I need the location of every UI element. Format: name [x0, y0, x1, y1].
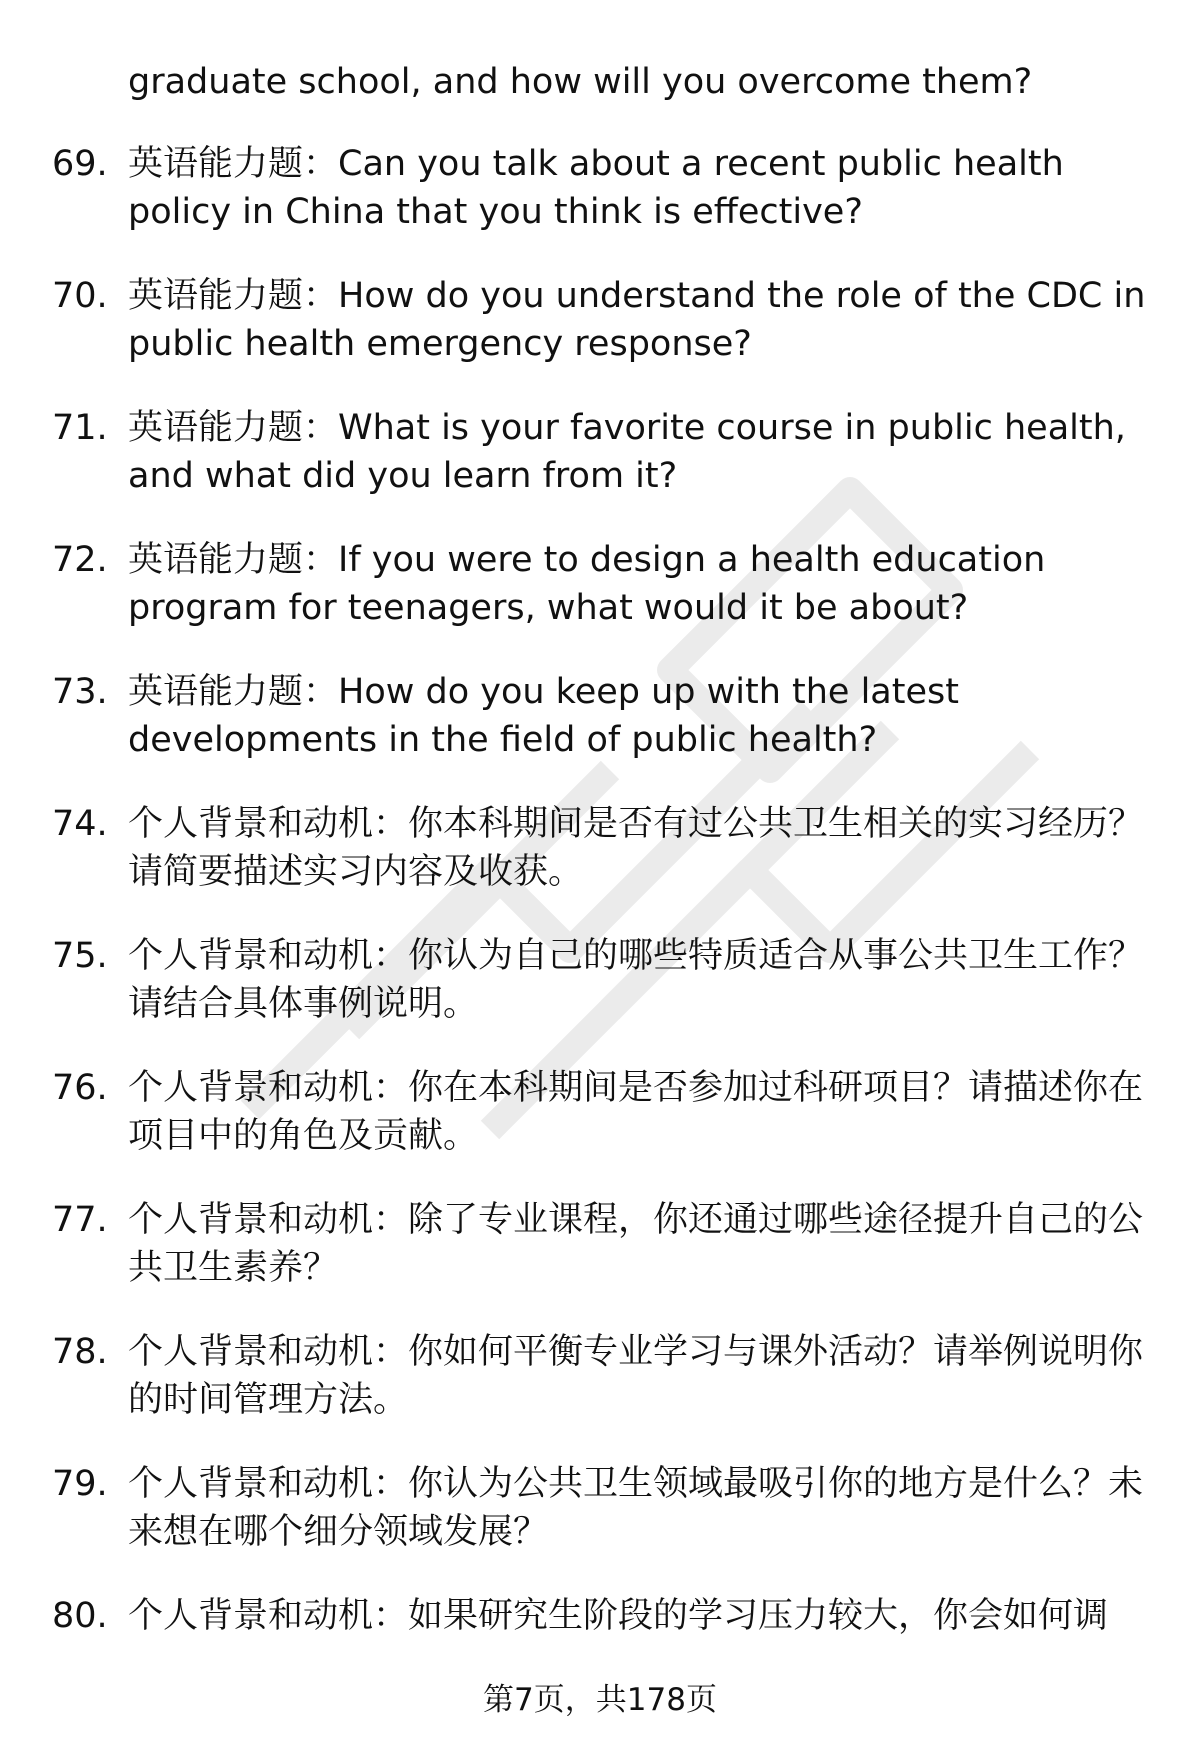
item-number: 77. [52, 1200, 108, 1240]
item-text: 英语能力题：If you were to design a health education program for teenagers, what would it be about? [128, 540, 1046, 628]
item-text: 个人背景和动机：除了专业课程，你还通过哪些途径提升自己的公共卫生素养？ [128, 1200, 1144, 1288]
item-text: 个人背景和动机：你认为自己的哪些特质适合从事公共卫生工作？请结合具体事例说明。 [128, 936, 1144, 1024]
list-item [0, 536, 1200, 668]
list-item [0, 668, 1200, 800]
list-item [0, 800, 1200, 932]
item-text: 英语能力题：How do you understand the role of the CDC in public health emergency response? [128, 276, 1146, 364]
list-item [0, 1196, 1200, 1328]
item-number: 71. [52, 408, 108, 448]
item-text: 个人背景和动机：你本科期间是否有过公共卫生相关的实习经历？请简要描述实习内容及收获。 [128, 804, 1144, 892]
item-number: 74. [52, 804, 108, 844]
item-number: 69. [52, 144, 108, 184]
page-footer: 第7页，共178页 [483, 1682, 717, 1718]
item-number: 73. [52, 672, 108, 712]
list-item [0, 1064, 1200, 1196]
item-text: 个人背景和动机：如果研究生阶段的学习压力较大，你会如何调 [128, 1596, 1109, 1636]
list-item [0, 140, 1200, 272]
item-number: 79. [52, 1464, 108, 1504]
continuation-text: graduate school, and how will you overcome them? [128, 62, 1033, 102]
list-item [0, 404, 1200, 536]
item-number: 72. [52, 540, 108, 580]
item-text: 英语能力题：Can you talk about a recent public health policy in China that you think is effective? [128, 144, 1064, 232]
item-number: 80. [52, 1596, 108, 1636]
list-item [0, 1328, 1200, 1460]
item-number: 78. [52, 1332, 108, 1372]
item-number: 75. [52, 936, 108, 976]
list-item [0, 932, 1200, 1064]
list-item [0, 1460, 1200, 1592]
item-number: 76. [52, 1068, 108, 1108]
item-text: 个人背景和动机：你如何平衡专业学习与课外活动？请举例说明你的时间管理方法。 [128, 1332, 1144, 1420]
item-text: 英语能力题：What is your favorite course in public health, and what did you learn from it? [128, 408, 1126, 496]
item-text: 个人背景和动机：你在本科期间是否参加过科研项目？请描述你在项目中的角色及贡献。 [128, 1068, 1144, 1156]
item-text: 个人背景和动机：你认为公共卫生领域最吸引你的地方是什么？未来想在哪个细分领域发展？ [128, 1464, 1144, 1552]
item-number: 70. [52, 276, 108, 316]
list-item [0, 272, 1200, 404]
item-text: 英语能力题：How do you keep up with the latest developments in the field of public health? [128, 672, 959, 760]
question-list [0, 140, 1200, 1724]
